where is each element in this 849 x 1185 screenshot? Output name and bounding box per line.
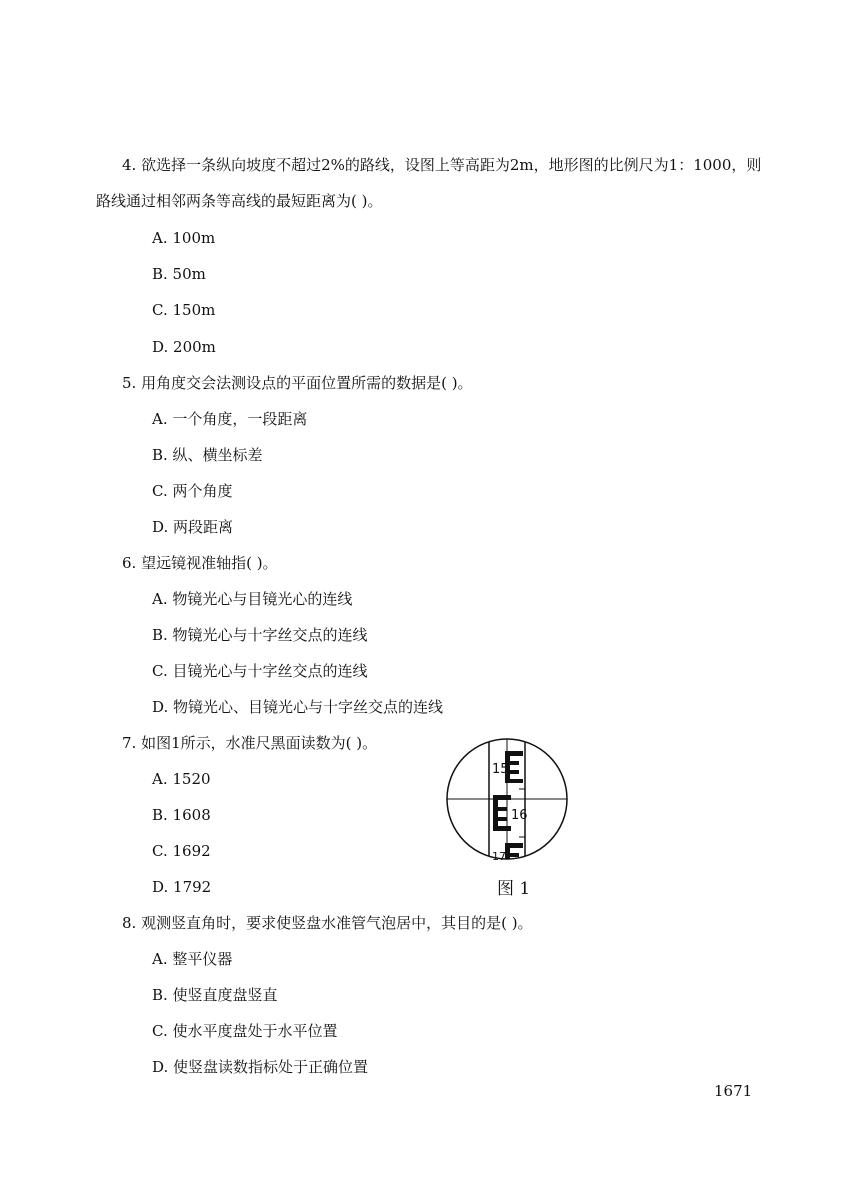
figure-caption: 图 1 — [497, 879, 531, 899]
staff-label-15: 15 — [492, 762, 509, 777]
question-5-stem: 5. 用角度交会法测设点的平面位置所需的数据是( )。 — [122, 374, 473, 392]
question-7-stem: 7. 如图1所示，水准尺黑面读数为( )。 — [122, 734, 378, 752]
question-4-option-c: C. 150m — [152, 301, 216, 319]
question-8-option-c: C. 使水平度盘处于水平位置 — [152, 1022, 338, 1040]
question-7-option-b: B. 1608 — [152, 806, 211, 824]
question-5-option-a: A. 一个角度，一段距离 — [152, 410, 308, 428]
leveling-staff-figure — [445, 737, 569, 861]
question-6-option-c: C. 目镜光心与十字丝交点的连线 — [152, 662, 368, 680]
page-number: 1671 — [714, 1082, 753, 1100]
question-6-option-d: D. 物镜光心、目镜光心与十字丝交点的连线 — [152, 698, 444, 716]
question-7-option-d: D. 1792 — [152, 878, 212, 896]
question-8-option-d: D. 使竖盘读数指标处于正确位置 — [152, 1058, 369, 1076]
question-8-option-a: A. 整平仪器 — [152, 950, 233, 968]
question-5-option-c: C. 两个角度 — [152, 482, 233, 500]
question-8-stem: 8. 观测竖直角时，要求使竖盘水准管气泡居中，其目的是( )。 — [122, 914, 533, 932]
question-5-option-d: D. 两段距离 — [152, 518, 234, 536]
question-6-option-a: A. 物镜光心与目镜光心的连线 — [152, 590, 353, 608]
question-7-option-a: A. 1520 — [152, 770, 211, 788]
staff-label-17: 17 — [492, 850, 506, 861]
question-4-option-a: A. 100m — [152, 229, 216, 247]
question-4-stem-line-2: 路线通过相邻两条等高线的最短距离为( )。 — [96, 192, 383, 210]
question-4-stem-line-1: 4. 欲选择一条纵向坡度不超过2%的路线，设图上等高距为2m，地形图的比例尺为1：1000，则 — [122, 156, 762, 174]
question-5-option-b: B. 纵、横坐标差 — [152, 446, 263, 464]
staff-label-16: 16 — [511, 808, 528, 823]
question-7-option-c: C. 1692 — [152, 842, 211, 860]
question-6-option-b: B. 物镜光心与十字丝交点的连线 — [152, 626, 368, 644]
question-8-option-b: B. 使竖直度盘竖直 — [152, 986, 278, 1004]
question-4-option-b: B. 50m — [152, 265, 206, 283]
question-4-option-d: D. 200m — [152, 338, 216, 356]
question-6-stem: 6. 望远镜视准轴指( )。 — [122, 554, 278, 572]
